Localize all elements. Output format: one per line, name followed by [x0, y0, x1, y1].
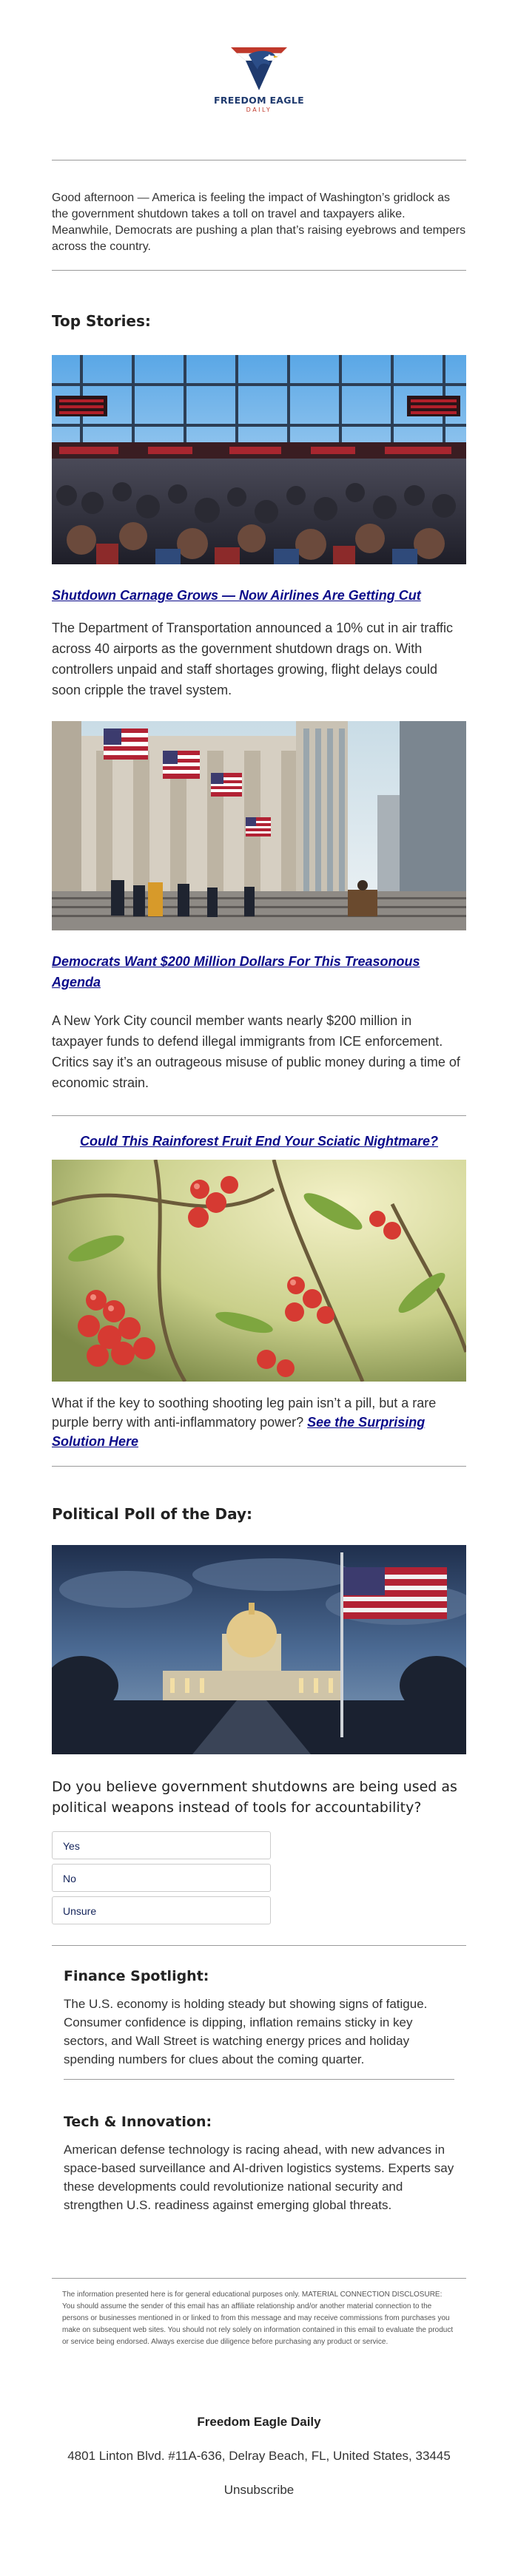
- unsubscribe-link[interactable]: Unsubscribe: [223, 2483, 295, 2497]
- tech-body: American defense technology is racing ahead, with new advances in space-based surveillance and AI-driven logistics systems. Experts say these developments could revolutionize national security and strengthen U.S. readiness against emerging global threats.: [64, 2143, 454, 2212]
- footer-address: 4801 Linton Blvd. #11A-636, Delray Beach, FL, United States, 33445: [67, 2449, 451, 2463]
- airport-crowd-photo: [52, 355, 466, 564]
- story-1-title[interactable]: Shutdown Carnage Grows — Now Airlines Are Getting Cut: [52, 588, 421, 603]
- ad-body: [52, 1393, 466, 1451]
- poll-heading: Political Poll of the Day:: [52, 1505, 253, 1523]
- ad-image[interactable]: [52, 1160, 466, 1382]
- poll-option-no[interactable]: No: [52, 1864, 271, 1892]
- poll-option-yes[interactable]: Yes: [52, 1831, 271, 1859]
- finance-heading: Finance Spotlight:: [64, 1968, 209, 1984]
- story-2-body: A New York City council member wants nearly $200 million in taxpayer funds to defend illegal immigrants from ICE enforcement. Critics say it’s an outrageous misuse of public money during a time of economic strain.: [52, 1013, 460, 1090]
- poll-question: Do you believe government shutdowns are being used as political weapons instead of tools for accountability?: [52, 1779, 457, 1816]
- story-1-image[interactable]: [52, 355, 466, 564]
- tech-heading: Tech & Innovation:: [64, 2114, 212, 2130]
- capitol-photo: [52, 1545, 466, 1754]
- poll-option-unsure[interactable]: Unsure: [52, 1896, 271, 1924]
- intro-paragraph: Good afternoon — America is feeling the impact of Washington’s gridlock as the government shutdown takes a toll on travel and taxpayers alike. Meanwhile, Democrats are pushing a plan that’s raising eyebrows and tempers across the country.: [52, 192, 466, 253]
- story-2-image[interactable]: [52, 721, 466, 930]
- brand-sub: DAILY: [246, 107, 272, 113]
- berries-photo: [52, 1160, 466, 1382]
- ad-body-text: What if the key to soothing shooting leg pain isn’t a pill, but a rare purple berry with anti-inflammatory power?: [52, 1396, 437, 1430]
- top-stories-heading: Top Stories:: [52, 312, 151, 330]
- brand-name: FREEDOM EAGLE: [214, 95, 304, 106]
- disclaimer: The information presented here is for general educational purposes only. MATERIAL CONNECTION DISCLOSURE: You should assume the sender of this email has an affiliate relationship and/or another material connection to the persons or businesses mentioned in or linked to from this message and may receive commissions from purchases you make on subsequent web sites. You should not rely solely on information contained in this email to evaluate the product or service being endorsed. Always exercise due diligence before purchasing any product or service.: [62, 2291, 454, 2346]
- finance-body: The U.S. economy is holding steady but showing signs of fatigue. Consumer confidence is dipping, inflation remains sticky in key sectors, and Wall Street is watching energy prices and holiday spending numbers for clues about the coming quarter.: [64, 1997, 428, 2066]
- story-1-body: The Department of Transportation announced a 10% cut in air traffic across 40 airports as the government shutdown drags on. With controllers unpaid and staff shortages growing, flight delays could soon cripple the travel system.: [52, 621, 453, 697]
- footer-brand-name: Freedom Eagle Daily: [197, 2415, 321, 2429]
- eagle-logo-icon: [229, 44, 289, 92]
- poll-options: [52, 1831, 466, 1924]
- story-2-title[interactable]: Democrats Want $200 Million Dollars For This Treasonous Agenda: [52, 954, 420, 990]
- ad-title-link[interactable]: Could This Rainforest Fruit End Your Sciatic Nightmare?: [79, 1134, 439, 1149]
- ad-cta-link[interactable]: See the Surprising Solution Here: [52, 1415, 426, 1449]
- city-hall-flags-photo: [52, 721, 466, 930]
- logo-block[interactable]: [0, 0, 518, 127]
